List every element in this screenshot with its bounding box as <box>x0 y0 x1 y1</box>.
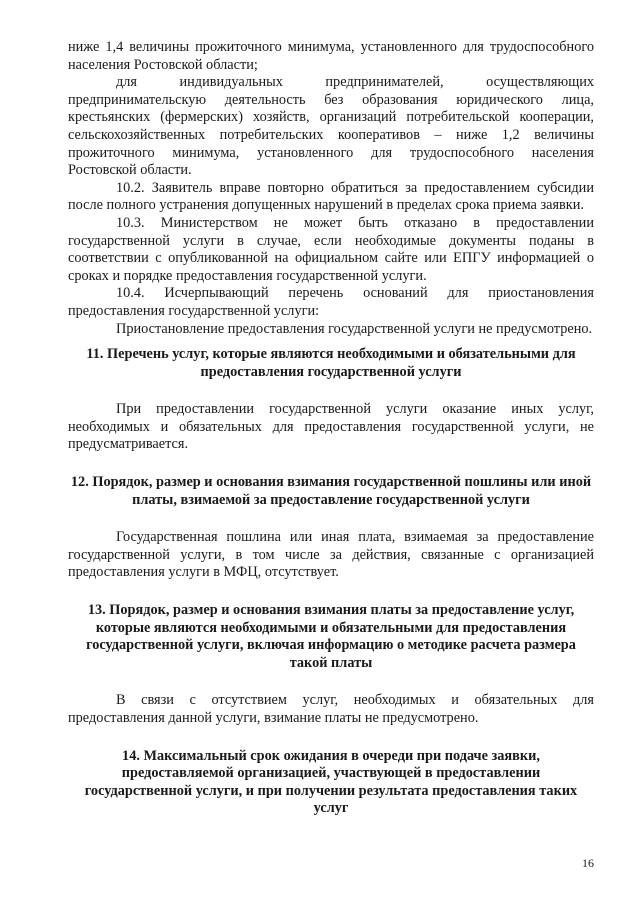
paragraph-section-11: При предоставлении государственной услуги оказание иных услуг, необходимых и обязательных для предоставления государственной услуги, не предусматривается. <box>68 401 594 453</box>
paragraph-section-12: Государственная пошлина или иная плата, взимаемая за предоставление государственной услуги, в том числе за действия, связанные с организацией предоставления услуги в МФЦ, отсутствует. <box>68 529 594 581</box>
paragraph-entrepreneurs: для индивидуальных предпринимателей, осуществляющих предпринимательскую деятельность без образования юридического лица, крестьянских (фермерских) хозяйств, организаций потребительской кооперации, сельскохозяйственных потребительских кооперативов – ниже 1,2 величины прожиточного минимума, установленного для трудоспособного населения Ростовской области. <box>68 74 594 179</box>
section-heading-11: 11. Перечень услуг, которые являются необходимыми и обязательными для предоставления государственной услуги <box>86 346 576 380</box>
paragraph-10-2: 10.2. Заявитель вправе повторно обратиться за предоставлением субсидии после полного устранения допущенных нарушений в пределах срока приема заявки. <box>68 179 594 214</box>
paragraph-10-4: 10.4. Исчерпывающий перечень оснований для приостановления предоставления государственной услуги: <box>68 285 594 319</box>
page-number: 16 <box>582 856 594 870</box>
document-body <box>68 39 594 818</box>
paragraph-suspension: Приостановление предоставления государственной услуги не предусмотрено. <box>116 320 593 337</box>
section-heading-14: 14. Максимальный срок ожидания в очереди при подаче заявки, предоставляемой организацией, участвующей в предоставлении государственной услуги, и при получении результата предоставления таких услуг <box>84 747 578 817</box>
paragraph-section-13: В связи с отсутствием услуг, необходимых и обязательных для предоставления данной услуги, взимание платы не предусмотрено. <box>68 692 594 726</box>
paragraph-10-3: 10.3. Министерством не может быть отказано в предоставлении государственной услуги в случае, если необходимые документы поданы в соответствии с опубликованной на официальном сайте или ЕПГУ информацией о сроках и порядке предоставления государственной услуги. <box>68 214 594 284</box>
section-heading-12: 12. Порядок, размер и основания взимания государственной пошлины или иной платы, взимаемой за предоставление государственной услуги <box>70 474 592 508</box>
section-heading-13: 13. Порядок, размер и основания взимания платы за предоставление услуг, которые являются необходимыми и обязательными для предоставления государственной услуги, включая информацию о методике расчета размера такой платы <box>86 602 576 671</box>
paragraph-income-threshold: ниже 1,4 величины прожиточного минимума, установленного для трудоспособного населения Ростовской области; <box>68 39 594 73</box>
